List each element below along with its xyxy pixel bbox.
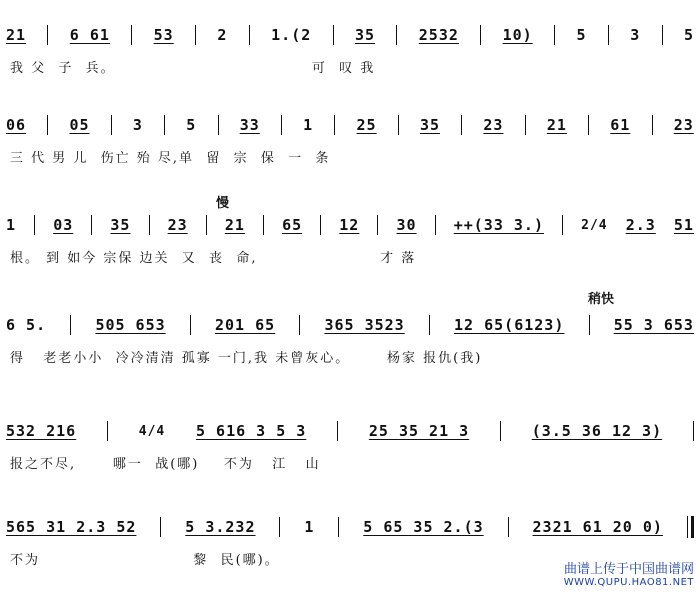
note-group: 21: [224, 216, 245, 234]
note-group: 1: [6, 216, 17, 234]
barline: [281, 115, 282, 135]
barline: [131, 25, 132, 45]
note-group: 2321 61 20 0): [532, 518, 663, 536]
barline: [334, 115, 335, 135]
barline: [480, 25, 481, 45]
note-group: 06: [6, 116, 27, 134]
note-group: 5 3.232: [185, 518, 256, 536]
barline: [461, 115, 462, 135]
lyrics-line: 报之不尽, 哪一 战(哪) 不为 江 山: [10, 456, 321, 472]
barline: [91, 215, 92, 235]
note-group: 23: [167, 216, 188, 234]
note-group: 51: [673, 216, 694, 234]
note-group: 5 65 35 2.(3: [363, 518, 484, 536]
note-group: 10): [502, 26, 533, 44]
note-group: 55 3 653: [613, 316, 694, 334]
tempo-mark: 稍快: [588, 292, 615, 307]
notes-line: [6, 418, 694, 444]
barline: [562, 215, 563, 235]
note-group: 35: [419, 116, 441, 134]
barline: [279, 517, 280, 537]
barline: [589, 315, 590, 335]
note-group: 6 5.: [6, 316, 47, 334]
barline: [333, 25, 334, 45]
note-group: 6 61: [69, 26, 110, 44]
note-group: 2532: [418, 26, 459, 44]
note-group: 25 35 21 3: [368, 422, 470, 440]
tempo-mark: 慢: [216, 196, 230, 211]
barline: [652, 115, 653, 135]
notes-line: [6, 514, 694, 540]
final-barline: [687, 516, 694, 538]
lyrics-line: 得 老老小小 冷冷清清 孤寡 一门,我 未曾灰心。 杨家 报仇(我): [10, 350, 483, 366]
barline: [396, 25, 397, 45]
barline: [299, 315, 300, 335]
notes-line: [6, 22, 694, 48]
note-group: (3.5 36 12 3): [531, 422, 663, 440]
note-group: 05: [69, 116, 90, 134]
note-group: 23: [673, 116, 694, 134]
note-group: ++(33 3.): [453, 216, 544, 234]
barline: [693, 421, 694, 441]
note-group: 3: [630, 26, 641, 44]
note-group: 23: [483, 116, 504, 134]
barline: [263, 215, 264, 235]
note-group: 30: [396, 216, 417, 234]
note-group: 565 31 2.3 52: [6, 518, 137, 536]
note-group: 5: [186, 116, 197, 134]
barline: [508, 517, 509, 537]
note-group: 365 3523: [324, 316, 405, 334]
barline: [70, 315, 71, 335]
notes-line: [6, 312, 694, 338]
barline: [500, 421, 501, 441]
note-group: 532 216: [6, 422, 77, 440]
note-group: 5: [576, 26, 587, 44]
note-group: 1: [303, 116, 314, 134]
time-signature: 2/4: [581, 217, 608, 233]
barline: [107, 421, 108, 441]
watermark: [564, 558, 694, 588]
barline: [588, 115, 589, 135]
barline: [429, 315, 430, 335]
lyrics-line: 根。 到 如今 宗保 边关 又 丧 命, 才 落: [10, 250, 417, 266]
watermark-url: WWW.QUPU.HAO81.NET: [563, 577, 694, 588]
note-group: 21: [6, 26, 27, 44]
note-group: 5 616 3 5 3: [196, 422, 307, 440]
barline: [662, 25, 663, 45]
note-group: 3: [132, 116, 143, 134]
note-group: 03: [53, 216, 74, 234]
note-group: 35: [355, 26, 376, 44]
barline: [398, 115, 399, 135]
barline: [195, 25, 196, 45]
barline: [164, 115, 165, 135]
note-group: 505 653: [95, 316, 166, 334]
barline: [338, 517, 339, 537]
barline: [377, 215, 378, 235]
note-group: 201 65: [214, 316, 276, 334]
note-group: 1.(2: [271, 26, 312, 44]
notes-line: [6, 212, 694, 238]
time-signature: 4/4: [138, 423, 166, 439]
note-group: 33: [239, 116, 260, 134]
barline: [149, 215, 150, 235]
note-group: 35: [110, 216, 131, 234]
barline: [160, 517, 161, 537]
barline: [206, 215, 207, 235]
barline: [608, 25, 609, 45]
barline: [218, 115, 219, 135]
note-group: 2: [217, 26, 228, 44]
note-group: 5: [683, 26, 694, 44]
note-group: 53: [153, 26, 174, 44]
barline: [320, 215, 321, 235]
barline: [525, 115, 526, 135]
note-group: 1: [304, 518, 315, 536]
barline: [47, 25, 48, 45]
note-group: 25: [356, 116, 377, 134]
notes-line: [6, 112, 694, 138]
note-group: 21: [546, 116, 567, 134]
lyrics-line: 三 代 男 儿 伤亡 殆 尽,单 留 宗 保 一 条: [10, 150, 331, 166]
barline: [249, 25, 250, 45]
barline: [554, 25, 555, 45]
barline: [111, 115, 112, 135]
note-group: 61: [610, 116, 631, 134]
barline: [190, 315, 191, 335]
watermark-cn: 曲谱上传于中国曲谱网: [563, 562, 694, 577]
barline: [34, 215, 35, 235]
note-group: 12: [339, 216, 360, 234]
lyrics-line: 不为 黎 民(哪)。: [10, 552, 280, 568]
lyrics-line: 我 父 子 兵。 可 叹 我: [10, 60, 376, 76]
barline: [337, 421, 338, 441]
note-group: 2.3: [625, 216, 656, 234]
barline: [435, 215, 436, 235]
note-group: 65: [282, 216, 303, 234]
note-group: 12 65(6123): [454, 316, 565, 334]
barline: [47, 115, 48, 135]
